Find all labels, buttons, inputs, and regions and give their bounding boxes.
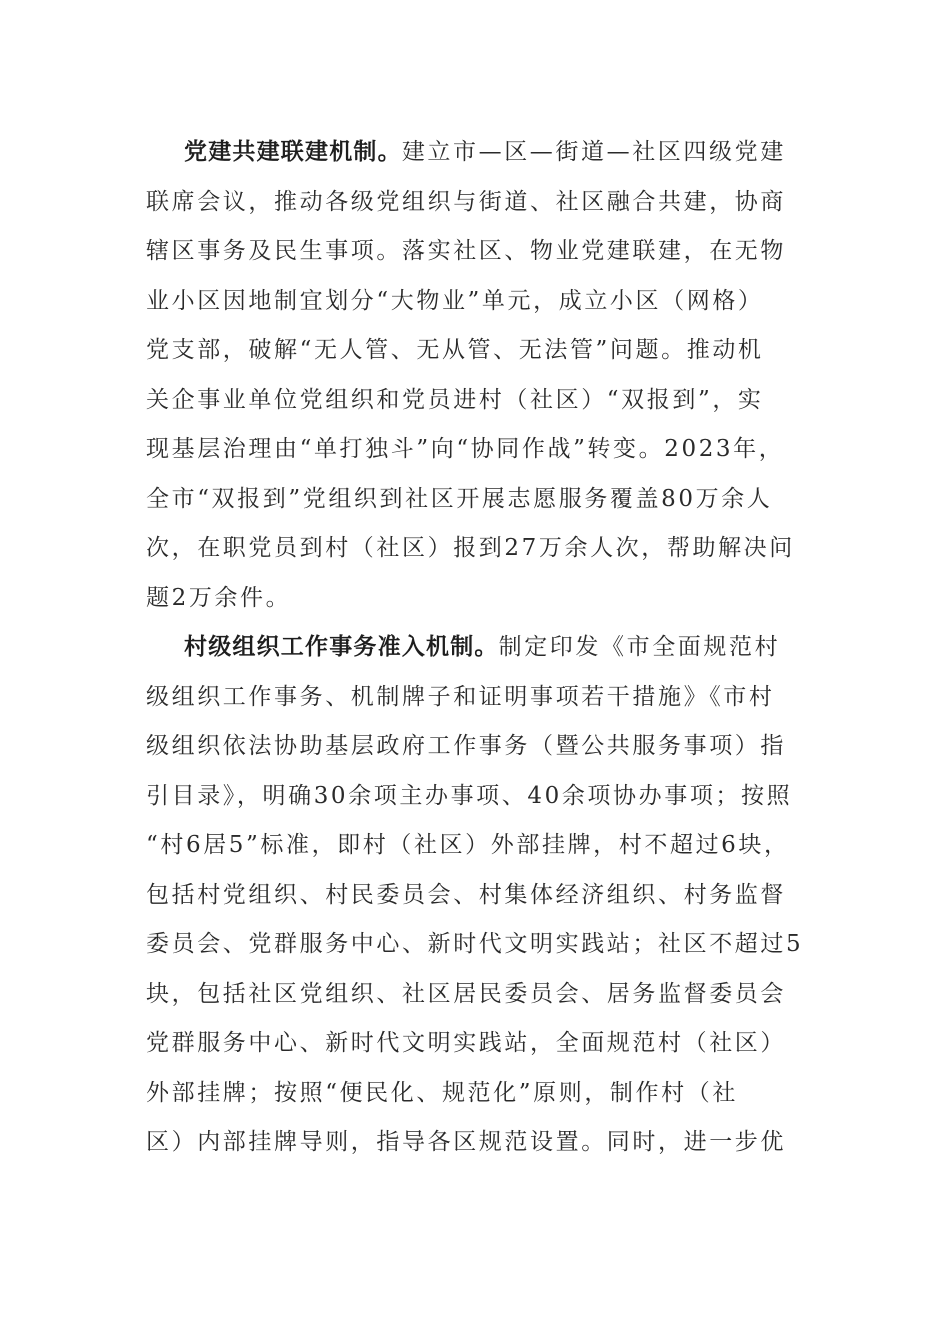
paragraph-heading: 党建共建联建机制。	[184, 139, 402, 165]
text-line: “村6居5”标准，即村（社区）外部挂牌，村不超过6块，	[146, 832, 790, 858]
paragraph-heading: 村级组织工作事务准入机制。	[184, 634, 499, 660]
paragraph-village-affairs	[146, 623, 810, 1168]
text-line: 业小区因地制宜划分“大物业”单元，成立小区（网格）	[146, 287, 764, 314]
paragraph-party-building	[146, 128, 810, 623]
text-line: 块，包括社区党组织、社区居民委员会、居务监督委员会	[146, 980, 786, 1007]
text-line: 辖区事务及民生事项。落实社区、物业党建联建，在无物	[146, 238, 786, 264]
text-line: 现基层治理由“单打独斗”向“协同作战”转变。2023年，	[146, 436, 785, 462]
text-line: 题2万余件。	[146, 584, 292, 611]
text-segment: 建立市—区—街道—社区四级党建	[401, 139, 786, 165]
text-segment: 制定印发《市全面规范村	[498, 634, 781, 660]
text-line: 全市“双报到”党组织到社区开展志愿服务覆盖80万余人	[146, 485, 773, 512]
text-line: 次，在职党员到村（社区）报到27万余人次，帮助解决问	[146, 535, 795, 561]
text-line: 党支部，破解“无人管、无从管、无法管”问题。推动机	[146, 337, 764, 363]
text-line: 区）内部挂牌导则，指导各区规范设置。同时，进一步优	[146, 1129, 786, 1155]
text-line	[146, 623, 810, 673]
text-line: 联席会议，推动各级党组织与街道、社区融合共建，协商	[146, 188, 786, 215]
text-line: 包括村党组织、村民委员会、村集体经济组织、村务监督	[146, 881, 786, 908]
text-line: 关企事业单位党组织和党员进村（社区）“双报到”，实	[146, 386, 764, 413]
text-line: 引目录》，明确30余项主办事项、40余项协办事项；按照	[146, 782, 793, 809]
text-line	[146, 128, 810, 178]
text-line: 级组织依法协助基层政府工作事务（暨公共服务事项）指	[146, 733, 786, 759]
text-line: 委员会、党群服务中心、新时代文明实践站；社区不超过5	[146, 931, 804, 957]
document-body	[146, 128, 810, 1168]
text-line: 级组织工作事务、机制牌子和证明事项若干措施》《市村	[146, 683, 775, 710]
text-line: 外部挂牌；按照“便民化、规范化”原则，制作村（社	[146, 1079, 738, 1106]
text-line: 党群服务中心、新时代文明实践站，全面规范村（社区）	[146, 1030, 786, 1056]
